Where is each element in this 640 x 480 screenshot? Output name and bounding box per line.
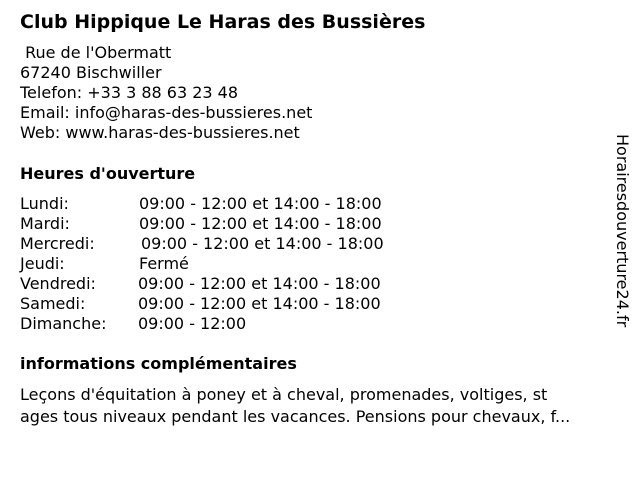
additional-info-line: Leçons d'équitation à poney et à cheval, promenades, voltiges, st <box>20 385 548 404</box>
day-label: Samedi: <box>20 294 86 313</box>
brand-watermark: Horairesdouverture24.fr <box>613 134 632 328</box>
hours-value: 09:00 - 12:00 <box>138 314 247 333</box>
email-line: Email: info@haras-des-bussieres.net <box>20 103 313 122</box>
web-line: Web: www.haras-des-bussieres.net <box>20 123 300 142</box>
additional-info-line: ages tous niveaux pendant les vacances. Pensions pour chevaux, f... <box>20 407 571 426</box>
business-name: Club Hippique Le Haras des Bussières <box>20 11 426 33</box>
contact-block <box>20 43 312 143</box>
day-label: Mercredi: <box>20 234 95 253</box>
hours-value: 09:00 - 12:00 et 14:00 - 18:00 <box>138 294 381 313</box>
day-label: Dimanche: <box>20 314 107 333</box>
phone-line: Telefon: +33 3 88 63 23 48 <box>20 83 239 102</box>
hours-value: 09:00 - 12:00 et 14:00 - 18:00 <box>139 214 382 233</box>
address-street: Rue de l'Obermatt <box>20 43 172 62</box>
day-label: Jeudi: <box>20 254 65 273</box>
hours-value: 09:00 - 12:00 et 14:00 - 18:00 <box>141 234 384 253</box>
address-city: 67240 Bischwiller <box>20 63 162 82</box>
day-label: Lundi: <box>20 194 69 213</box>
opening-hours-heading: Heures d'ouverture <box>20 164 196 183</box>
hours-value: 09:00 - 12:00 et 14:00 - 18:00 <box>138 274 381 293</box>
day-label: Vendredi: <box>20 274 96 293</box>
day-label: Mardi: <box>20 214 70 233</box>
additional-info-heading: informations complémentaires <box>20 354 297 373</box>
hours-value: 09:00 - 12:00 et 14:00 - 18:00 <box>139 194 382 213</box>
hours-value: Fermé <box>139 254 189 273</box>
additional-info-text <box>20 384 620 428</box>
